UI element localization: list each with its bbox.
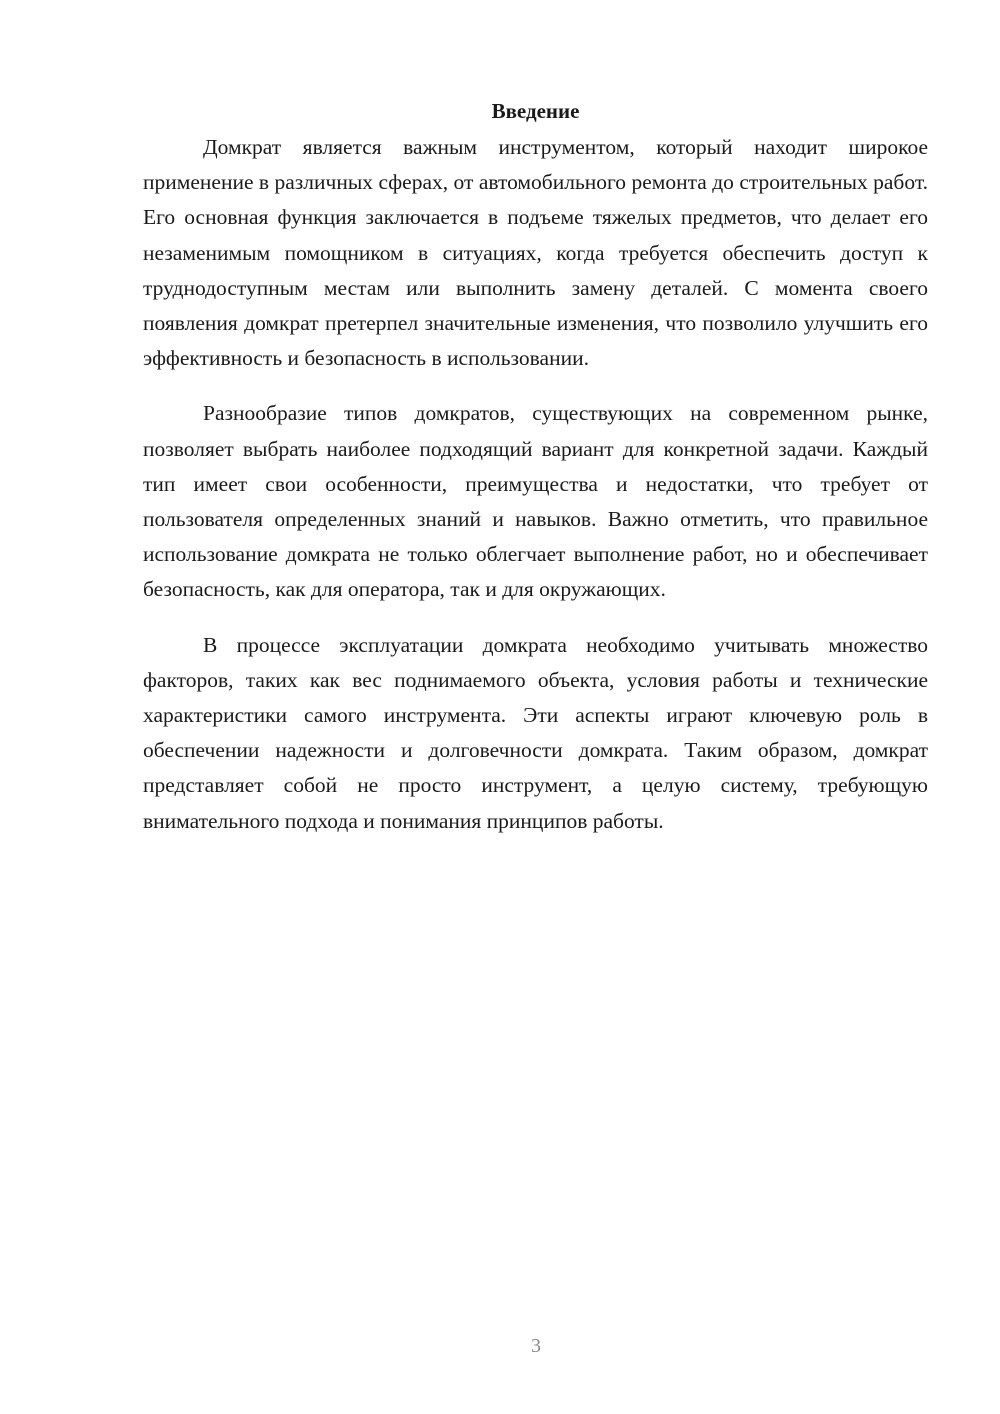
page-number: 3 <box>531 1335 541 1357</box>
paragraph-3: В процессе эксплуатации домкрата необходимо учитывать множество факторов, таких как вес поднимаемого объекта, условия работы и технические характеристики самого инструмента. Эти аспекты играют ключевую роль в обеспечении надежности и долговечности домкрата. Таким образом, домкрат представляет собой не просто инструмент, а целую систему, требующую внимательного подхода и понимания принципов работы. <box>143 632 928 833</box>
paragraph-2: Разнообразие типов домкратов, существующих на современном рынке, позволяет выбрать наиболее подходящий вариант для конкретной задачи. Каждый тип имеет свои особенности, преимущества и недостатки, что требует от пользователя определенных знаний и навыков. Важно отметить, что правильное использование домкрата не только облегчает выполнение работ, но и обеспечивает безопасность, как для оператора, так и для окружающих. <box>143 401 928 602</box>
page-content <box>143 96 928 839</box>
paragraph-1: Домкрат является важным инструментом, который находит широкое применение в различных сферах, от автомобильного ремонта до строительных работ. Его основная функция заключается в подъеме тяжелых предметов, что делает его незаменимым помощником в ситуациях, когда требуется обеспечить доступ к труднодоступным местам или выполнить замену деталей. С момента своего появления домкрат претерпел значительные изменения, что позволило улучшить его эффективность и безопасность в использовании. <box>143 135 928 371</box>
section-heading: Введение <box>491 99 580 123</box>
